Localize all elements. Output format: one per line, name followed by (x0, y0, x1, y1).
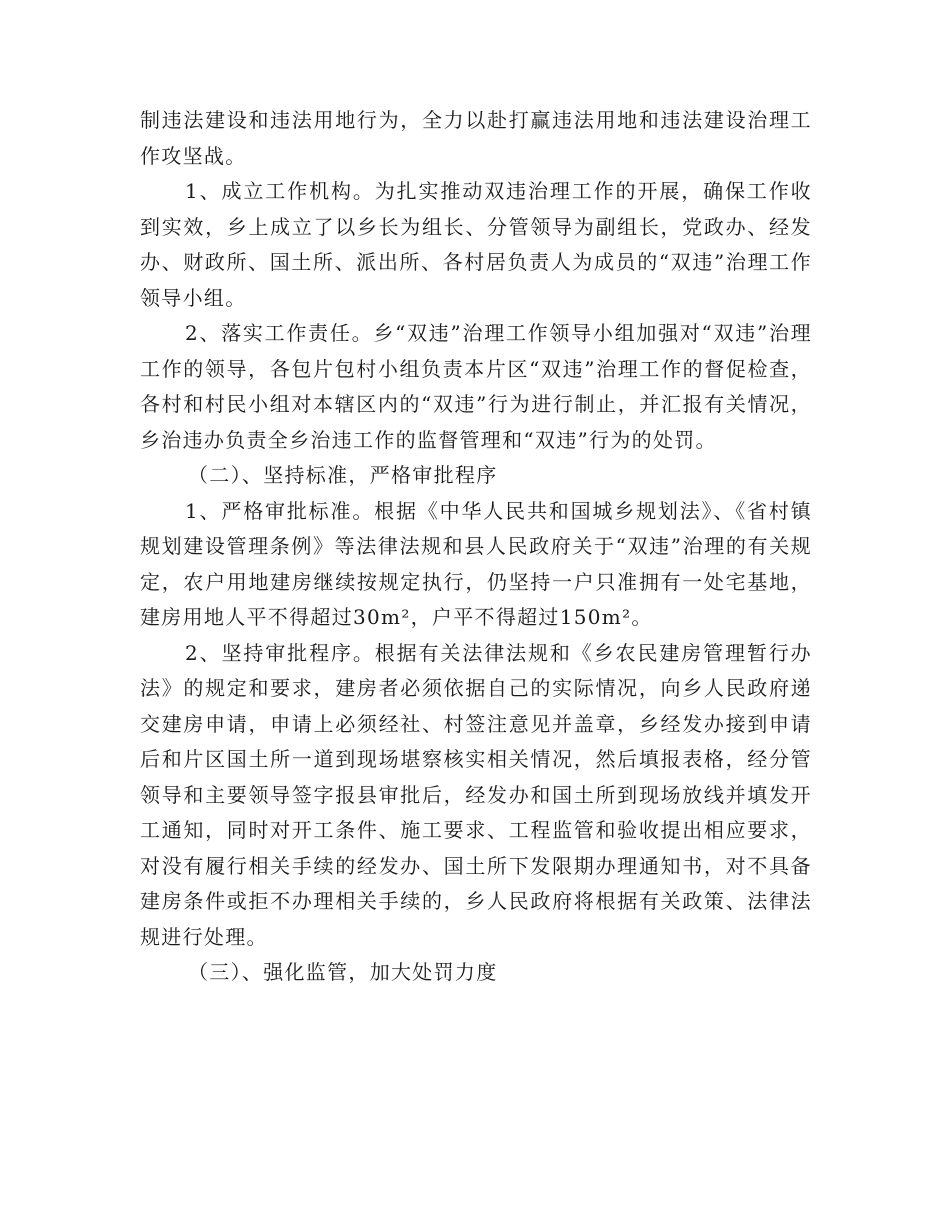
paragraph-implement-responsibility: 2、落实工作责任。乡“双违”治理工作领导小组加强对“双违”治理工作的领导，各包片包村小组负责本片区“双违”治理工作的督促检查，各村和村民小组对本辖区内的“双违”行为进行制止，并汇报有关情况，乡治违办负责全乡治违工作的监督管理和“双违”行为的处罚。 (140, 321, 812, 452)
paragraph-establish-organization: 1、成立工作机构。为扎实推动双违治理工作的开展，确保工作收到实效，乡上成立了以乡长为组长、分管领导为副组长，党政办、经发办、财政所、国土所、派出所、各村居负责人为成员的“双违”治理工作领导小组。 (140, 179, 812, 310)
paragraph-approval-standards: 1、严格审批标准。根据《中华人民共和国城乡规划法》、《省村镇规划建设管理条例》等法律法规和县人民政府关于“双违”治理的有关规定，农户用地建房继续按规定执行，仍坚持一户只准拥有一处宅基地，建房用地人平不得超过30m²，户平不得超过150m²。 (140, 498, 812, 629)
document-body (140, 103, 812, 991)
paragraph-continuation: 制违法建设和违法用地行为，全力以赴打赢违法用地和违法建设治理工作攻坚战。 (140, 108, 812, 168)
paragraph-approval-procedure: 2、坚持审批程序。根据有关法律法规和《乡农民建房管理暂行办法》的规定和要求，建房者必须依据自己的实际情况，向乡人民政府递交建房申请，申请上必须经社、村签注意见并盖章，乡经发办接到申请后和片区国土所一道到现场堪察核实相关情况，然后填报表格，经分管领导和主要领导签字报县审批后，经发办和国土所到现场放线并填发开工通知，同时对开工条件、施工要求、工程监管和验收提出相应要求，对没有履行相关手续的经发办、国土所下发限期办理通知书，对不具备建房条件或拒不办理相关手续的，乡人民政府将根据有关政策、法律法规进行处理。 (140, 640, 812, 949)
section-heading-2: （二）、坚持标准，严格审批程序 (188, 463, 498, 487)
section-heading-3: （三）、强化监管，加大处罚力度 (188, 960, 498, 984)
